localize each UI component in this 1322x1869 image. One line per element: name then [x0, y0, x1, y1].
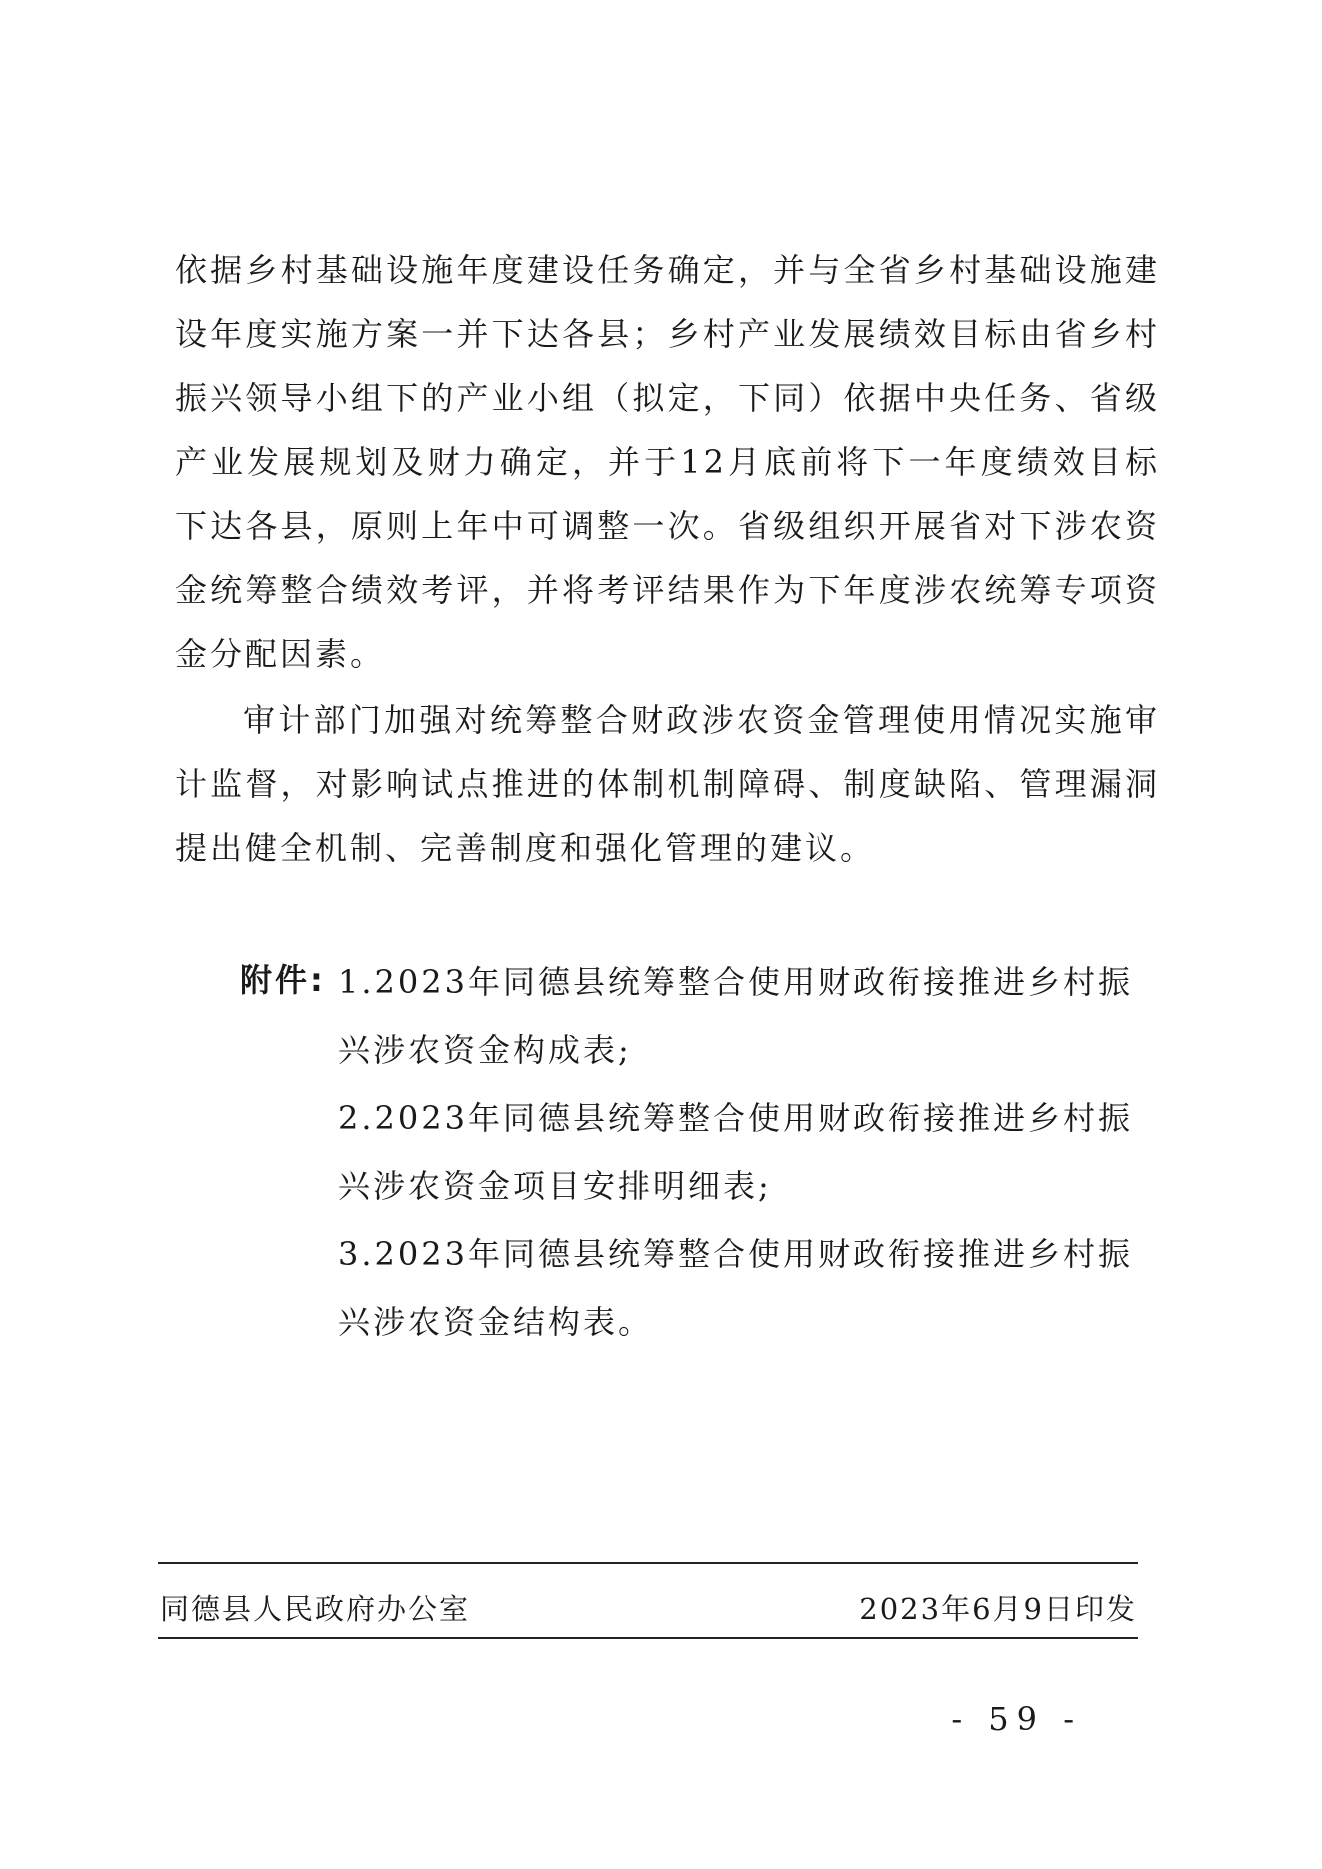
attachments-label: 附件:	[240, 961, 326, 999]
issue-date: 2023年6月9日印发	[859, 1592, 1137, 1626]
attachment-item-2: 2.2023年同德县统筹整合使用财政衔接推进乡村振兴涉农资金项目安排明细表;	[338, 1099, 1133, 1205]
attachment-item-1: 1.2023年同德县统筹整合使用财政衔接推进乡村振兴涉农资金构成表;	[338, 963, 1133, 1069]
page-number: - 59 -	[951, 1700, 1082, 1738]
footer-top-rule	[158, 1562, 1138, 1564]
body-paragraph-2: 审计部门加强对统筹整合财政涉农资金管理使用情况实施审计监督，对影响试点推进的体制机制障碍、制度缺陷、管理漏洞提出健全机制、完善制度和强化管理的建议。	[175, 701, 1160, 867]
footer-bottom-rule	[158, 1637, 1138, 1639]
attachment-item-3: 3.2023年同德县统筹整合使用财政衔接推进乡村振兴涉农资金结构表。	[338, 1235, 1133, 1341]
issuing-office: 同德县人民政府办公室	[160, 1592, 471, 1626]
body-paragraph-1: 依据乡村基础设施年度建设任务确定，并与全省乡村基础设施建设年度实施方案一并下达各县；乡村产业发展绩效目标由省乡村振兴领导小组下的产业小组（拟定，下同）依据中央任务、省级产业发展规划及财力确定，并于12月底前将下一年度绩效目标下达各县，原则上年中可调整一次。省级组织开展省对下涉农资金统筹整合绩效考评，并将考评结果作为下年度涉农统筹专项资金分配因素。	[175, 251, 1160, 673]
